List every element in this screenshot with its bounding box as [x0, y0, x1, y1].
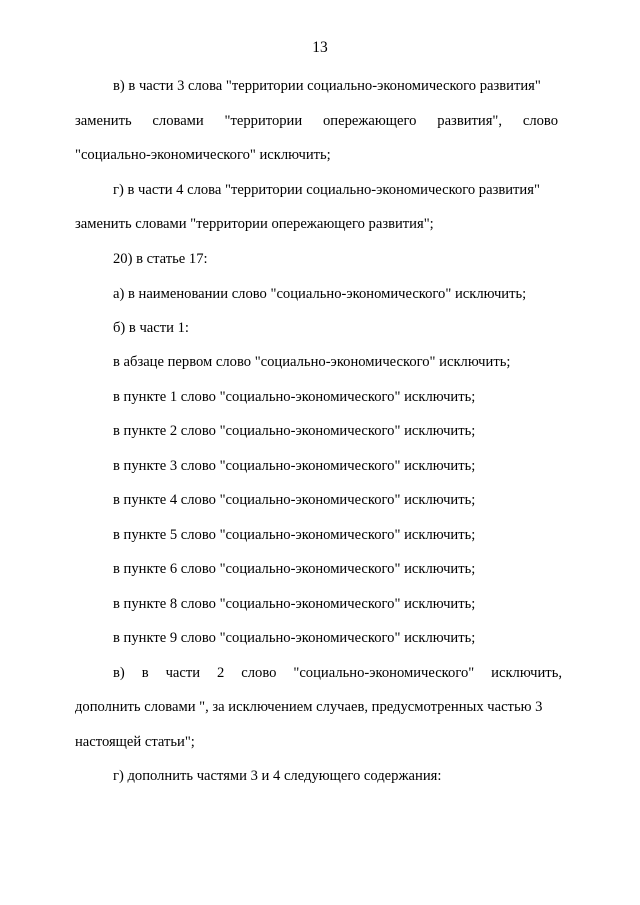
paragraph-line: в) в части 3 слова "территории социально-экономического развития": [113, 78, 541, 94]
paragraph-line: в пункте 9 слово "социально-экономического" исключить;: [113, 630, 476, 646]
paragraph-line: г) в части 4 слова "территории социально-экономического развития": [113, 182, 540, 198]
paragraph-line: заменить словами "территории опережающего развития", слово: [75, 113, 558, 129]
paragraph-line: в абзаце первом слово "социально-экономического" исключить;: [113, 354, 511, 370]
paragraph-line: в пункте 5 слово "социально-экономического" исключить;: [113, 527, 476, 543]
paragraph-line: а) в наименовании слово "социально-экономического" исключить;: [113, 286, 527, 302]
page-number: 13: [312, 39, 328, 56]
paragraph-line: "социально-экономического" исключить;: [75, 147, 331, 163]
paragraph-line: в) в части 2 слово "социально-экономического" исключить,: [113, 665, 562, 681]
paragraph-line: в пункте 2 слово "социально-экономического" исключить;: [113, 423, 476, 439]
paragraph-line: г) дополнить частями 3 и 4 следующего содержания:: [113, 768, 442, 784]
paragraph-line: в пункте 1 слово "социально-экономического" исключить;: [113, 389, 476, 405]
paragraph-line: б) в части 1:: [113, 320, 189, 336]
paragraph-line: 20) в статье 17:: [113, 251, 208, 267]
paragraph-line: в пункте 6 слово "социально-экономического" исключить;: [113, 561, 476, 577]
paragraph-line: в пункте 4 слово "социально-экономического" исключить;: [113, 492, 476, 508]
paragraph-line: настоящей статьи";: [75, 734, 195, 750]
paragraph-line: в пункте 8 слово "социально-экономического" исключить;: [113, 596, 476, 612]
paragraph-line: в пункте 3 слово "социально-экономического" исключить;: [113, 458, 476, 474]
paragraph-line: дополнить словами ", за исключением случаев, предусмотренных частью 3: [75, 699, 543, 715]
paragraph-line: заменить словами "территории опережающего развития";: [75, 216, 434, 232]
